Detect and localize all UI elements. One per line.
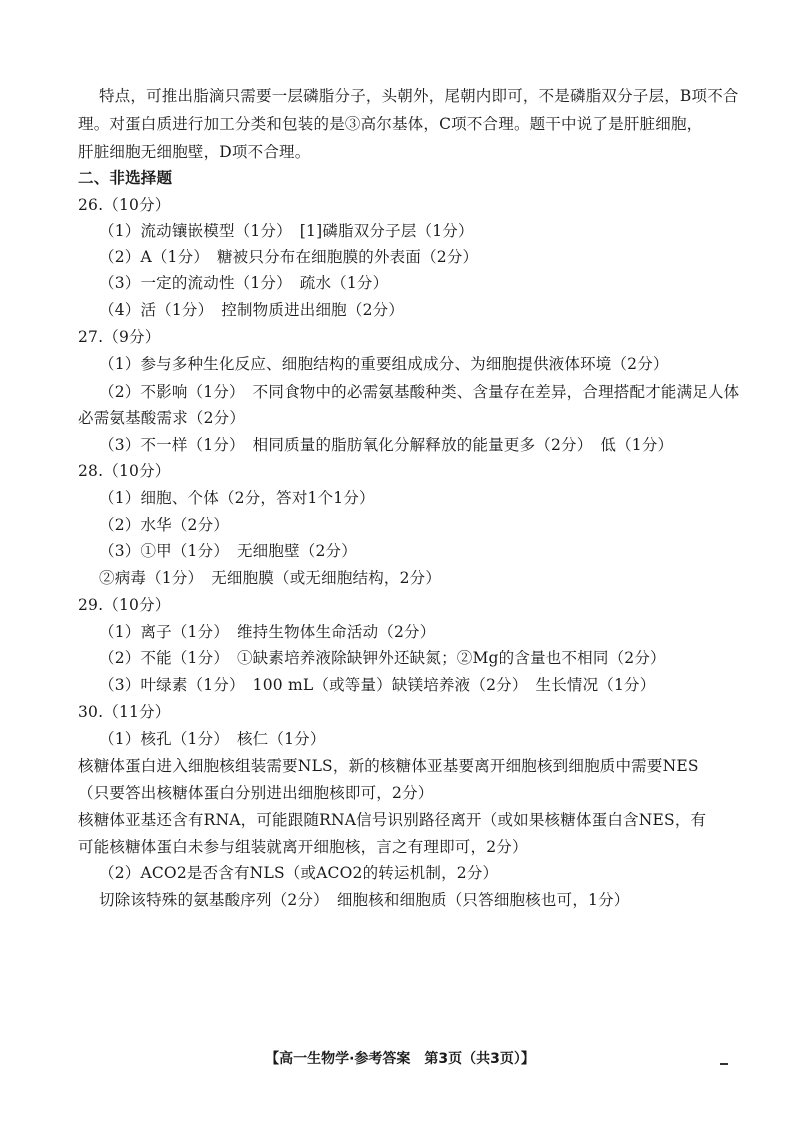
text-line: 理。对蛋白质进行加工分类和包装的是③高尔基体，C项不合理。题干中说了是肝脏细胞，	[78, 115, 703, 133]
answer-line: 核糖体亚基还含有RNA，可能跟随RNA信号识别路径离开（或如果核糖体蛋白含NES，有	[78, 811, 707, 829]
section-heading: 二、非选择题	[78, 169, 173, 187]
answer-line: （3）不一样（1分） 相同质量的脂肪氧化分解释放的能量更多（2分） 低（1分）	[99, 436, 674, 454]
corner-mark	[720, 1063, 728, 1065]
answer-line: （1）离子（1分） 维持生物体生命活动（2分）	[99, 623, 436, 641]
text-line: 特点，可推出脂滴只需要一层磷脂分子，头朝外，尾朝内即可，不是磷脂双分子层，B项不合	[99, 87, 739, 105]
answer-line: （2）A（1分） 糖被只分布在细胞膜的外表面（2分）	[99, 248, 479, 266]
question-heading: 29.（10分）	[78, 596, 171, 614]
answer-line: （3）一定的流动性（1分） 疏水（1分）	[99, 274, 389, 292]
answer-line: （1）细胞、个体（2分，答对1个1分）	[99, 489, 375, 507]
page-footer: 【高一生物学·参考答案 第3页（共3页）】	[265, 1051, 535, 1067]
answer-line: （2）ACO2是否含有NLS（或ACO2的转运机制，2分）	[99, 864, 499, 882]
answer-line: （4）活（1分） 控制物质进出细胞（2分）	[99, 301, 405, 319]
question-heading: 30.（11分）	[78, 703, 171, 721]
answer-line: ②病毒（1分） 无细胞膜（或无细胞结构，2分）	[99, 569, 442, 587]
answer-line: （只要答出核糖体蛋白分别进出细胞核即可，2分）	[78, 784, 434, 802]
question-heading: 26.（10分）	[78, 196, 171, 214]
answer-line: （2）不影响（1分） 不同食物中的必需氨基酸种类、含量存在差异，合理搭配才能满足人体	[99, 383, 740, 401]
answer-line: （3）叶绿素（1分） 100 mL（或等量）缺镁培养液（2分） 生长情况（1分）	[99, 676, 656, 694]
answer-line: （1）流动镶嵌模型（1分） [1]磷脂双分子层（1分）	[99, 222, 474, 240]
answer-line: 必需氨基酸需求（2分）	[78, 409, 246, 427]
question-heading: 28.（10分）	[78, 462, 171, 480]
answer-line: （1）参与多种生化反应、细胞结构的重要组成成分、为细胞提供液体环境（2分）	[99, 355, 669, 373]
answer-line: 切除该特殊的氨基酸序列（2分） 细胞核和细胞质（只答细胞核也可，1分）	[99, 891, 630, 909]
answer-line: 核糖体蛋白进入细胞核组装需要NLS，新的核糖体亚基要离开细胞核到细胞质中需要NES	[78, 757, 699, 775]
answer-line: （2）水华（2分）	[99, 516, 230, 534]
question-heading: 27.（9分）	[78, 328, 161, 346]
answer-line: （3）①甲（1分） 无细胞壁（2分）	[99, 542, 357, 560]
answer-line: 可能核糖体蛋白未参与组装就离开细胞核，言之有理即可，2分）	[78, 838, 528, 856]
text-line: 肝脏细胞无细胞壁，D项不合理。	[78, 143, 311, 161]
answer-line: （2）不能（1分） ①缺素培养液除缺钾外还缺氮；②Mg的含量也不相同（2分）	[99, 649, 666, 667]
answer-line: （1）核孔（1分） 核仁（1分）	[99, 730, 326, 748]
